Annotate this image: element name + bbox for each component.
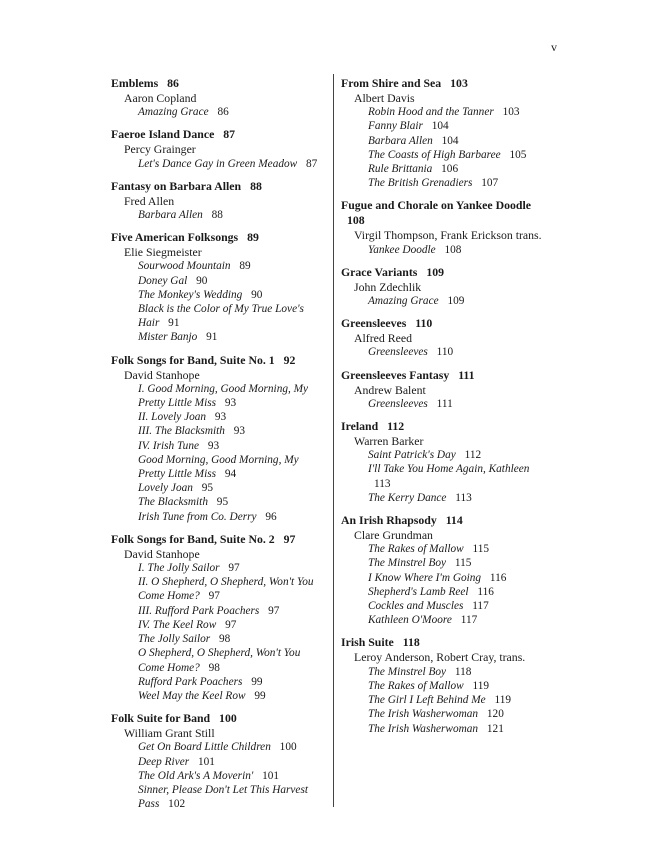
- song-item: [341, 345, 551, 359]
- page-number: v: [551, 40, 557, 54]
- entry-title: [111, 76, 326, 91]
- song-page-number: 107: [481, 177, 499, 190]
- song-title: The Blacksmith: [138, 496, 208, 509]
- entry-page-number: 114: [445, 513, 463, 528]
- entry-page-number: 89: [247, 230, 259, 245]
- song-title: I. Good Morning, Good Morning, My Pretty Little Miss: [138, 382, 309, 410]
- index-entry: [341, 368, 551, 411]
- index-entry: [341, 513, 551, 627]
- song-item: [341, 491, 551, 505]
- song-item: [111, 740, 326, 754]
- song-item: [111, 274, 326, 288]
- entry-title: [341, 198, 551, 228]
- song-item: [341, 707, 551, 721]
- right-column: [341, 76, 551, 744]
- song-title: Shepherd's Lamb Reel: [368, 585, 469, 598]
- song-page-number: 90: [251, 288, 263, 301]
- song-title: Mister Banjo: [138, 331, 198, 344]
- song-item: [341, 294, 551, 308]
- index-entry: [111, 353, 326, 524]
- song-page-number: 116: [477, 585, 494, 598]
- song-title: The Irish Washerwoman: [368, 722, 479, 735]
- song-item: [111, 410, 326, 424]
- entry-title-text: From Shire and Sea: [341, 76, 442, 90]
- song-title: The Jolly Sailor: [138, 633, 211, 646]
- song-page-number: 115: [472, 543, 490, 556]
- song-title: Weel May the Keel Row: [138, 689, 246, 702]
- song-title: Greensleeves: [368, 346, 428, 359]
- song-item: [111, 783, 326, 811]
- song-item: [341, 665, 551, 679]
- song-item: [111, 157, 326, 171]
- song-page-number: 108: [444, 243, 462, 256]
- song-title: Get On Board Little Children: [138, 741, 271, 754]
- song-title: I'll Take You Home Again, Kathleen: [368, 463, 530, 476]
- song-page-number: 99: [251, 675, 263, 688]
- song-item: [341, 693, 551, 707]
- song-page-number: 119: [494, 694, 512, 707]
- song-title: Black is the Color of My True Love's Hair: [138, 303, 304, 330]
- song-page-number: 106: [441, 163, 459, 176]
- entry-composer: Elie Siegmeister: [124, 245, 202, 260]
- song-title: Amazing Grace: [368, 295, 439, 308]
- song-page-number: 93: [233, 425, 246, 438]
- song-title: II. Lovely Joan: [138, 411, 207, 424]
- entry-title: [111, 353, 326, 368]
- index-entry: [341, 316, 551, 359]
- entry-page-number: 88: [250, 178, 262, 193]
- song-item: [341, 176, 551, 190]
- entry-title: [341, 635, 551, 650]
- entry-title: [341, 368, 551, 383]
- song-title: Sourwood Mountain: [138, 260, 231, 273]
- song-item: [341, 148, 551, 162]
- song-item: [341, 397, 551, 411]
- entry-composer: John Zdechlik: [354, 279, 422, 294]
- index-entry: [341, 265, 551, 308]
- song-page-number: 113: [374, 477, 391, 490]
- song-page-number: 119: [472, 679, 490, 692]
- song-page-number: 96: [265, 510, 277, 523]
- song-page-number: 104: [431, 120, 449, 133]
- song-title: Amazing Grace: [138, 106, 209, 119]
- song-page-number: 118: [454, 665, 472, 678]
- entry-title: [111, 127, 326, 142]
- song-title: Irish Tune from Co. Derry: [138, 510, 257, 523]
- song-title: I Know Where I'm Going: [368, 571, 482, 584]
- song-page-number: 95: [201, 482, 214, 495]
- entry-title: [341, 513, 551, 528]
- entry-composer: Leroy Anderson, Robert Cray, trans.: [354, 650, 526, 665]
- song-item: [111, 510, 326, 524]
- entry-composer: Clare Grundman: [354, 528, 433, 543]
- index-entry: [111, 76, 326, 119]
- song-page-number: 97: [268, 604, 280, 617]
- entry-composer: Albert Davis: [354, 91, 415, 105]
- song-page-number: 101: [262, 769, 280, 782]
- entry-title-text: Emblems: [111, 76, 159, 90]
- song-item: [111, 302, 326, 330]
- index-entry: [341, 198, 551, 256]
- index-entry: [111, 127, 326, 170]
- song-page-number: 104: [441, 134, 459, 147]
- song-title: Barbara Allen: [368, 134, 433, 147]
- song-page-number: 120: [486, 708, 504, 721]
- song-title: O Shepherd, O Shepherd, Won't You Come Home?: [138, 647, 301, 674]
- song-title: Saint Patrick's Day: [368, 449, 456, 462]
- song-title: The Minstrel Boy: [368, 557, 447, 570]
- song-title: The Old Ark's A Moverin': [138, 769, 254, 782]
- index-entry: [341, 76, 551, 190]
- entry-title-text: Grace Variants: [341, 264, 418, 279]
- song-title: Robin Hood and the Tanner: [368, 106, 494, 119]
- song-page-number: 93: [214, 411, 227, 424]
- song-page-number: 110: [436, 346, 454, 359]
- song-item: [111, 618, 326, 632]
- song-title: Greensleeves: [368, 397, 428, 410]
- song-item: [111, 481, 326, 495]
- song-page-number: 103: [502, 106, 520, 119]
- index-entry: [111, 179, 326, 222]
- song-item: [111, 689, 326, 703]
- song-page-number: 93: [224, 397, 237, 410]
- song-page-number: 99: [254, 689, 266, 702]
- entry-page-number: 111: [458, 367, 475, 382]
- song-title: IV. Irish Tune: [138, 439, 199, 452]
- song-title: The Monkey's Wedding: [138, 288, 243, 301]
- song-page-number: 97: [225, 618, 237, 631]
- song-title: Rule Brittania: [368, 163, 433, 176]
- song-title: The Irish Washerwoman: [368, 708, 479, 721]
- song-title: Lovely Joan: [138, 482, 193, 495]
- entry-composer: David Stanhope: [124, 546, 200, 561]
- song-item: [341, 613, 551, 627]
- entry-page-number: 110: [415, 316, 433, 331]
- song-title: Let's Dance Gay in Green Meadow: [138, 157, 298, 170]
- song-item: [341, 134, 551, 148]
- index-entry: [341, 635, 551, 735]
- song-page-number: 89: [239, 260, 251, 273]
- song-title: The Minstrel Boy: [368, 665, 447, 678]
- song-item: [341, 571, 551, 585]
- song-item: [341, 119, 551, 133]
- entry-title-text: Folk Suite for Band: [111, 711, 211, 726]
- entry-composer: William Grant Still: [124, 726, 215, 741]
- song-title: The Girl I Left Behind Me: [368, 694, 486, 707]
- index-entry: [111, 711, 326, 811]
- entry-title: [111, 230, 326, 245]
- entry-title-text: Fugue and Chorale on Yankee Doodle: [341, 198, 531, 213]
- entry-title-text: Irish Suite: [341, 635, 394, 650]
- entry-title-text: Five American Folksongs: [111, 230, 239, 245]
- song-item: [111, 382, 326, 410]
- entry-page-number: 103: [450, 76, 468, 90]
- song-title: The Rakes of Mallow: [368, 679, 464, 692]
- song-title: Yankee Doodle: [368, 243, 436, 256]
- song-page-number: 100: [279, 741, 297, 754]
- song-item: [341, 722, 551, 736]
- song-item: [111, 330, 326, 344]
- song-page-number: 101: [197, 755, 215, 768]
- song-page-number: 116: [489, 571, 507, 584]
- index-entry: [341, 419, 551, 505]
- song-item: [111, 439, 326, 453]
- song-title: Deep River: [138, 755, 190, 768]
- song-title: Good Morning, Good Morning, My Pretty Little Miss: [138, 453, 299, 481]
- song-item: [341, 585, 551, 599]
- song-item: [111, 632, 326, 646]
- entry-composer: Andrew Balent: [354, 382, 426, 397]
- entry-composer: Aaron Copland: [124, 91, 197, 105]
- entry-page-number: 100: [219, 711, 237, 726]
- song-page-number: 98: [219, 633, 231, 646]
- song-page-number: 93: [207, 439, 220, 452]
- song-item: [341, 105, 551, 119]
- song-item: [111, 675, 326, 689]
- song-item: [341, 679, 551, 693]
- song-page-number: 97: [228, 562, 240, 575]
- entry-title-text: Faeroe Island Dance: [111, 127, 215, 142]
- entry-title: [341, 265, 551, 280]
- song-item: [111, 208, 326, 222]
- entry-title: [111, 711, 326, 726]
- song-title: Kathleen O'Moore: [368, 614, 452, 627]
- left-column: [111, 76, 326, 819]
- song-page-number: 109: [447, 295, 465, 308]
- song-item: [111, 575, 326, 603]
- index-entry: [111, 230, 326, 344]
- song-page-number: 97: [208, 590, 220, 603]
- song-item: [341, 162, 551, 176]
- entry-title: [341, 419, 551, 434]
- entry-composer: Alfred Reed: [354, 331, 412, 346]
- entry-title-text: Greensleeves: [341, 316, 407, 331]
- song-item: [341, 243, 551, 257]
- entry-page-number: 97: [283, 531, 296, 546]
- song-page-number: 105: [509, 148, 527, 161]
- song-title: Rufford Park Poachers: [138, 675, 243, 688]
- song-title: The British Grenadiers: [368, 177, 473, 190]
- song-page-number: 91: [168, 317, 180, 330]
- song-item: [341, 542, 551, 556]
- song-item: [341, 462, 551, 490]
- song-item: [111, 561, 326, 575]
- song-item: [111, 288, 326, 302]
- song-title: Sinner, Please Don't Let This Harvest Pass: [138, 783, 308, 811]
- song-title: III. The Blacksmith: [138, 425, 225, 438]
- song-item: [111, 495, 326, 509]
- song-item: [111, 424, 326, 438]
- song-title: Fanny Blair: [368, 120, 423, 133]
- song-page-number: 88: [211, 209, 223, 222]
- song-item: [111, 453, 326, 481]
- song-page-number: 94: [224, 468, 237, 481]
- entry-page-number: 112: [387, 419, 405, 434]
- entry-title-text: Fantasy on Barbara Allen: [111, 178, 242, 193]
- song-title: Cockles and Muscles: [368, 600, 464, 613]
- song-title: The Kerry Dance: [368, 491, 447, 504]
- song-page-number: 112: [464, 449, 482, 462]
- song-page-number: 111: [436, 397, 453, 410]
- song-title: The Rakes of Mallow: [368, 543, 464, 556]
- index-entry: [111, 532, 326, 703]
- song-page-number: 87: [306, 157, 318, 170]
- entry-page-number: 109: [426, 264, 445, 279]
- entry-page-number: 118: [402, 635, 420, 650]
- entry-title-text: Ireland: [341, 419, 379, 434]
- entry-page-number: 86: [167, 76, 179, 90]
- song-page-number: 117: [460, 614, 478, 627]
- song-item: [341, 448, 551, 462]
- entry-composer: Percy Grainger: [124, 142, 196, 157]
- song-item: [341, 556, 551, 570]
- song-item: [111, 646, 326, 674]
- entry-title-text: Greensleeves Fantasy: [341, 367, 450, 382]
- entry-composer: Virgil Thompson, Frank Erickson trans.: [354, 228, 542, 243]
- song-page-number: 91: [206, 331, 218, 344]
- song-title: Barbara Allen: [138, 209, 203, 222]
- song-item: [111, 105, 326, 119]
- song-page-number: 117: [472, 600, 489, 613]
- entry-title-text: An Irish Rhapsody: [341, 513, 437, 528]
- song-page-number: 95: [216, 496, 229, 509]
- entry-title-text: Folk Songs for Band, Suite No. 2: [111, 531, 275, 546]
- song-item: [111, 604, 326, 618]
- song-item: [111, 259, 326, 273]
- song-item: [111, 769, 326, 783]
- song-page-number: 98: [208, 661, 220, 674]
- entry-composer: Fred Allen: [124, 193, 175, 208]
- song-title: I. The Jolly Sailor: [138, 562, 220, 575]
- song-item: [341, 599, 551, 613]
- entry-composer: Warren Barker: [354, 434, 424, 449]
- song-title: Doney Gal: [138, 274, 188, 287]
- song-item: [111, 755, 326, 769]
- entry-title: [341, 76, 551, 91]
- song-page-number: 86: [217, 106, 229, 119]
- song-page-number: 113: [455, 491, 472, 504]
- song-page-number: 115: [454, 557, 472, 570]
- song-title: III. Rufford Park Poachers: [138, 604, 260, 617]
- entry-title: [111, 532, 326, 547]
- entry-title: [341, 316, 551, 331]
- entry-title: [111, 179, 326, 194]
- song-page-number: 90: [196, 274, 208, 287]
- song-page-number: 121: [486, 722, 504, 735]
- entry-page-number: 108: [347, 213, 365, 228]
- column-divider: [333, 74, 334, 807]
- entry-title-text: Folk Songs for Band, Suite No. 1: [111, 352, 275, 367]
- entry-page-number: 92: [283, 352, 296, 367]
- entry-composer: David Stanhope: [124, 367, 200, 382]
- song-title: The Coasts of High Barbaree: [368, 148, 501, 161]
- song-title: II. O Shepherd, O Shepherd, Won't You Come Home?: [138, 576, 314, 603]
- song-page-number: 102: [168, 798, 186, 811]
- song-title: IV. The Keel Row: [138, 618, 217, 631]
- entry-page-number: 87: [223, 127, 236, 142]
